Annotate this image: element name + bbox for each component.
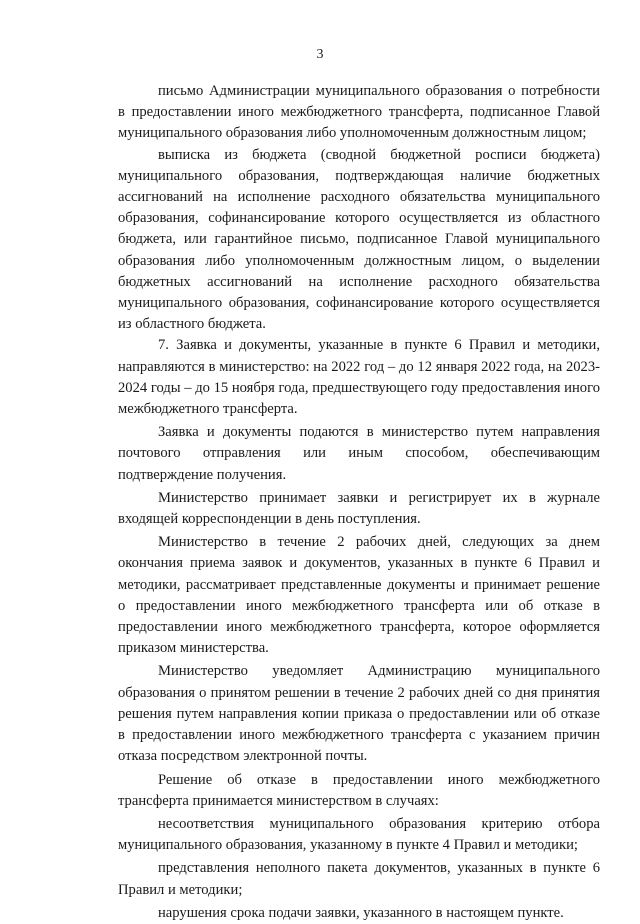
- paragraph-budget-extract: выписка из бюджета (сводной бюджетной росписи бюджета) муниципального образования, подтверждающая наличие бюджетных ассигнований на исполнение расходного обязательства муниципального образования, софинансирование которого осуществляется из областного бюджета, или гарантийное письмо, подписанное Главой муниципального образования либо уполномоченным должностным лицом, о выделении бюджетных ассигнований на исполнение расходного обязательства муниципального образования, софинансирование которого осуществляется из областного бюджета.: [118, 146, 600, 333]
- paragraph-item-7-deadlines: 7. Заявка и документы, указанные в пункте 6 Правил и методики, направляются в министерство: на 2022 год – до 12 января 2022 года, на 2023-2024 годы – до 15 ноября года, предшествующего году предоставления иного межбюджетного трансферта.: [118, 337, 600, 418]
- paragraph-notification: Министерство уведомляет Администрацию муниципального образования о принятом решении в течение 2 рабочих дней со дня принятия решения путем направления копии приказа о предоставлении или об отказе в предоставлении иного межбюджетного трансферта с указанием причин отказа посредством электронной почты.: [118, 663, 600, 765]
- paragraph-municipal-letter: письмо Администрации муниципального образования о потребности в предоставлении иного межбюджетного трансферта, подписанное Главой муниципального образования либо уполномоченным должностным лицом;: [118, 83, 600, 142]
- paragraph-case-criterion: несоответствия муниципального образования критерию отбора муниципального образования, указанному в пункте 4 Правил и методики;: [118, 815, 600, 854]
- paragraph-review-decision: Министерство в течение 2 рабочих дней, следующих за днем окончания приема заявок и документов, указанных в пункте 6 Правил и методики, рассматривает представленные документы и принимает решение о предоставлении иного межбюджетного трансферта или об отказе в предоставлении иного межбюджетного трансферта, которое оформляется приказом министерства.: [118, 534, 600, 657]
- paragraph-registration: Министерство принимает заявки и регистрирует их в журнале входящей корреспонденции в день поступления.: [118, 489, 600, 528]
- page-number: 3: [316, 47, 324, 62]
- paragraph-case-incomplete: представления неполного пакета документов, указанных в пункте 6 Правил и методики;: [118, 860, 600, 898]
- paragraph-case-deadline: нарушения срока подачи заявки, указанного в настоящем пункте.: [158, 904, 564, 921]
- paragraph-refusal-cases: Решение об отказе в предоставлении иного межбюджетного трансферта принимается министерством в случаях:: [118, 771, 600, 809]
- document-body: [118, 81, 600, 924]
- paragraph-submission-method: Заявка и документы подаются в министерство путем направления почтового отправления или иным способом, обеспечивающим подтверждение получения.: [118, 424, 600, 483]
